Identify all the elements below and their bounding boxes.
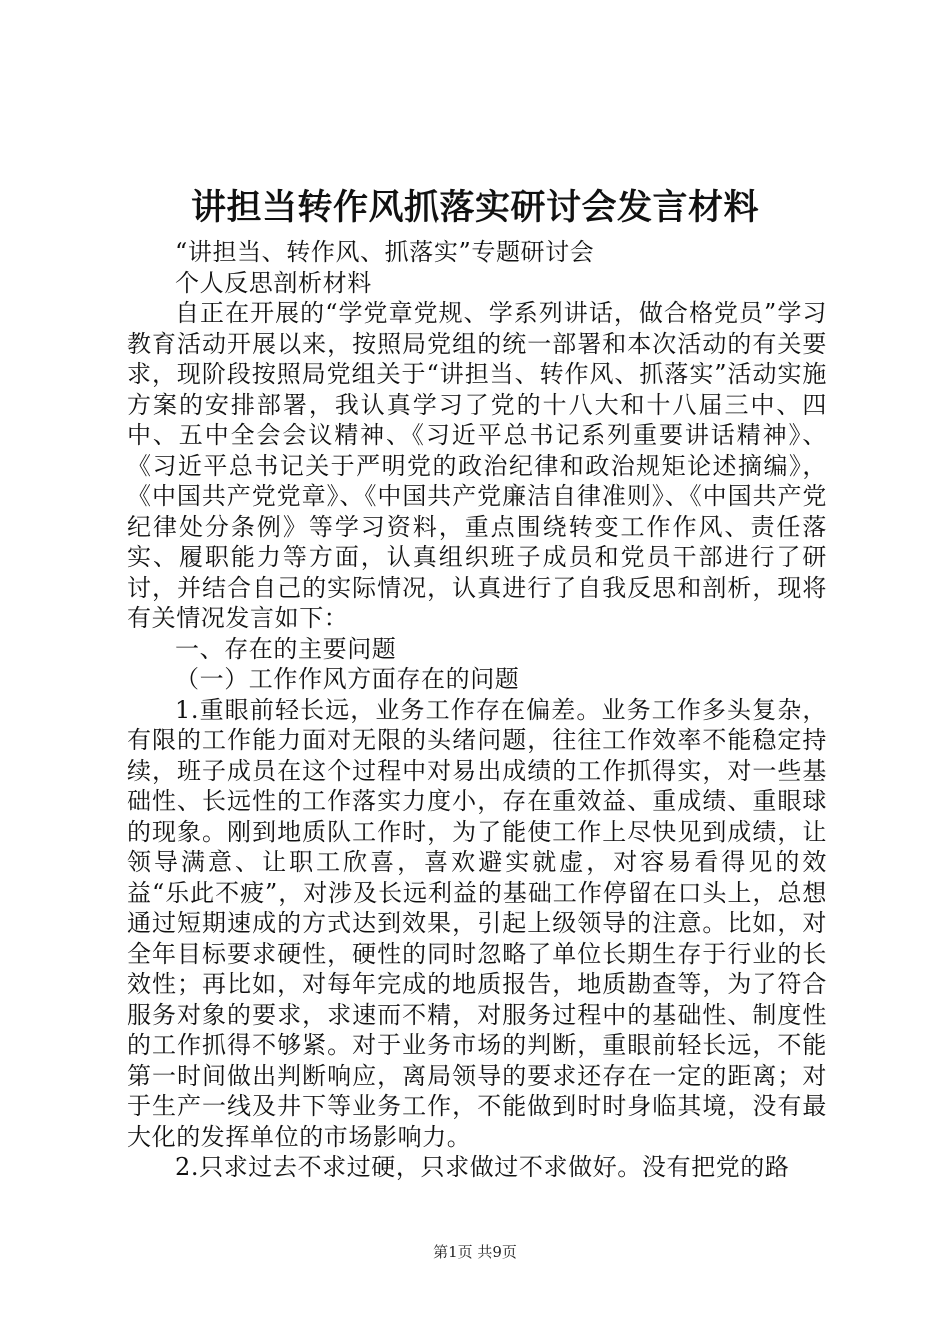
intro-paragraph: 自正在开展的“学党章党规、学系列讲话，做合格党员”学习教育活动开展以来，按照局党组的统一部署和本次活动的有关要求，现阶段按照局党组关于“讲担当、转作风、抓落实”活动实施方案的安排部署，我认真学习了党的十八大和十八届三中、四中、五中全会会议精神、《习近平总书记系列重要讲话精神》、《习近平总书记关于严明党的政治纪律和政治规矩论述摘编》，《中国共产党党章》、《中国共产党廉洁自律准则》、《中国共产党纪律处分条例》等学习资料，重点围绕转变工作作风、责任落实、履职能力等方面，认真组织班子成员和党员干部进行了研讨，并结合自己的实际情况，认真进行了自我反思和剖析，现将有关情况发言如下：: [127, 299, 827, 632]
page-footer: 第1页 共9页: [433, 1243, 517, 1261]
subtitle-line-2: 个人反思剖析材料: [175, 268, 372, 297]
subsection-heading: （一）工作作风方面存在的问题: [175, 665, 520, 693]
document-body: [127, 237, 827, 1183]
body-paragraph-1: 1.重眼前轻长远，业务工作存在偏差。业务工作多头复杂，有限的工作能力面对无限的头绪问题，往往工作效率不能稳定持续，班子成员在这个过程中对易出成绩的工作抓得实，对一些基础性、长远性的工作落实力度小，存在重效益、重成绩、重眼球的现象。刚到地质队工作时，为了能使工作上尽快见到成绩，让领导满意、让职工欣喜，喜欢避实就虚，对容易看得见的效益“乐此不疲”，对涉及长远利益的基础工作停留在口头上，总想通过短期速成的方式达到效果，引起上级领导的注意。比如，对全年目标要求硬性，硬性的同时忽略了单位长期生存于行业的长效性；再比如，对每年完成的地质报告，地质勘查等，为了符合服务对象的要求，求速而不精，对服务过程中的基础性、制度性的工作抓得不够紧。对于业务市场的判断，重眼前轻长远，不能第一时间做出判断响应，离局领导的要求还存在一定的距离；对于生产一线及井下等业务工作，不能做到时时身临其境，没有最大化的发挥单位的市场影响力。: [127, 695, 827, 1151]
body-paragraph-2: 2.只求过去不求过硬，只求做过不求做好。没有把党的路: [175, 1153, 790, 1181]
section-heading: 一、存在的主要问题: [175, 634, 397, 663]
document-title: 讲担当转作风抓落实研讨会发言材料: [190, 187, 759, 228]
subtitle-line-1: “讲担当、转作风、抓落实”专题研讨会: [175, 238, 595, 266]
